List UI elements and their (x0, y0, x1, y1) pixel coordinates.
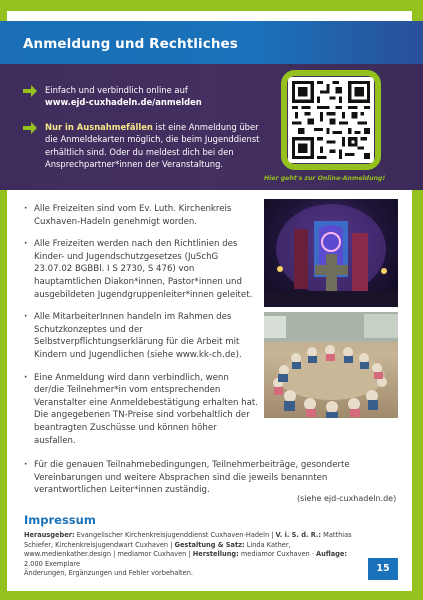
print-run-label: Auflage: (316, 550, 347, 558)
list-item-wide: · Für die genauen Teilnahmebedingungen, Teilnehmerbeiträge, gesonderte Vereinbarungen und weitere Absprachen sind die jeweils benannten verantwortlichen Leiter*innen zuständig. (24, 459, 394, 497)
page-number: 15 (368, 558, 398, 580)
responsible-label: V. i. S. d. R.: (275, 531, 322, 539)
church-night-image (264, 199, 398, 307)
publisher-label: Herausgeber: (24, 531, 75, 539)
online-registration-item (23, 84, 263, 109)
arrow-right-icon (23, 85, 37, 97)
production-label: Herstellung: (192, 550, 239, 558)
exception-registration-item (23, 121, 261, 171)
impressum-heading: Impressum (24, 513, 96, 527)
section-title: Anmeldung und Rechtliches (23, 36, 238, 52)
qr-code[interactable] (288, 77, 374, 163)
exception-text: ist eine Anmeldung über die Anmeldekarten möglich, die beim Jugenddienst erhältlich sind. Oder du meldest dich bei den Ansprechpartner*innen der Veranstaltung. (45, 122, 260, 170)
impressum-text (24, 531, 364, 579)
disclaimer: Änderungen, Ergänzungen und Fehler vorbehalten. (24, 569, 193, 577)
design-value: Linda Kather, www.medienkather.design | mediamor Cuxhaven | (24, 540, 291, 558)
list-item: · Eine Anmeldung wird dann verbindlich, wenn der/die Teilnehmer*in vom entsprechenden Veranstalter eine Anmeldebestätigung erhalten hat. Die angegebenen TN-Preise sind vorbehaltlich der beantragten Zuschüsse und können höher ausfallen. (24, 372, 258, 448)
publisher-value: Evangelischer Kirchenkreisjugenddienst Cuxhaven-Hadeln | (74, 531, 276, 539)
qr-code-icon (292, 81, 370, 159)
group-circle-photo (264, 312, 398, 418)
design-label: Gestaltung & Satz: (174, 540, 245, 549)
list-item: · Alle Freizeiten werden nach den Richtlinien des Kinder- und Jugendschutzgesetzes (JuSchG 23.07.02 BGBBl. I S 2730, S 476) von hauptamtlichen Diakon*innen, Pastor*innen und ausgebildeten Jugendgruppenleiter*innen geleitet. (24, 238, 258, 301)
print-run-value: 2.000 Exemplare (24, 559, 80, 568)
church-night-photo (264, 199, 398, 307)
arrow-right-icon (23, 122, 37, 134)
responsible-value: Matthias Schiefer, Kirchenkreisjugendwart Cuxhaven | (24, 531, 352, 549)
registration-link[interactable]: www.ejd-cuxhadeln.de/anmelden (45, 97, 202, 108)
group-circle-image (264, 312, 398, 418)
online-registration-text: Einfach und verbindlich online auf (45, 85, 188, 95)
list-item: · Alle MitarbeiterInnen handeln im Rahmen des Schutzkonzeptes und der Selbstverpflichtungserklärung für die Arbeit mit Kindern und Jugendlichen (siehe www.kk-ch.de). (24, 311, 258, 361)
conditions-list (24, 203, 258, 457)
website-note: (siehe ejd-cuxhadeln.de) (297, 494, 397, 503)
list-item: · Alle Freizeiten sind vom Ev. Luth. Kirchenkreis Cuxhaven-Hadeln genehmigt worden. (24, 203, 258, 228)
production-value: mediamor Cuxhaven · (238, 550, 317, 558)
exception-highlight: Nur in Ausnahmefällen (45, 122, 153, 132)
qr-caption: Hier geht's zur Online-Anmeldung! (264, 175, 386, 182)
